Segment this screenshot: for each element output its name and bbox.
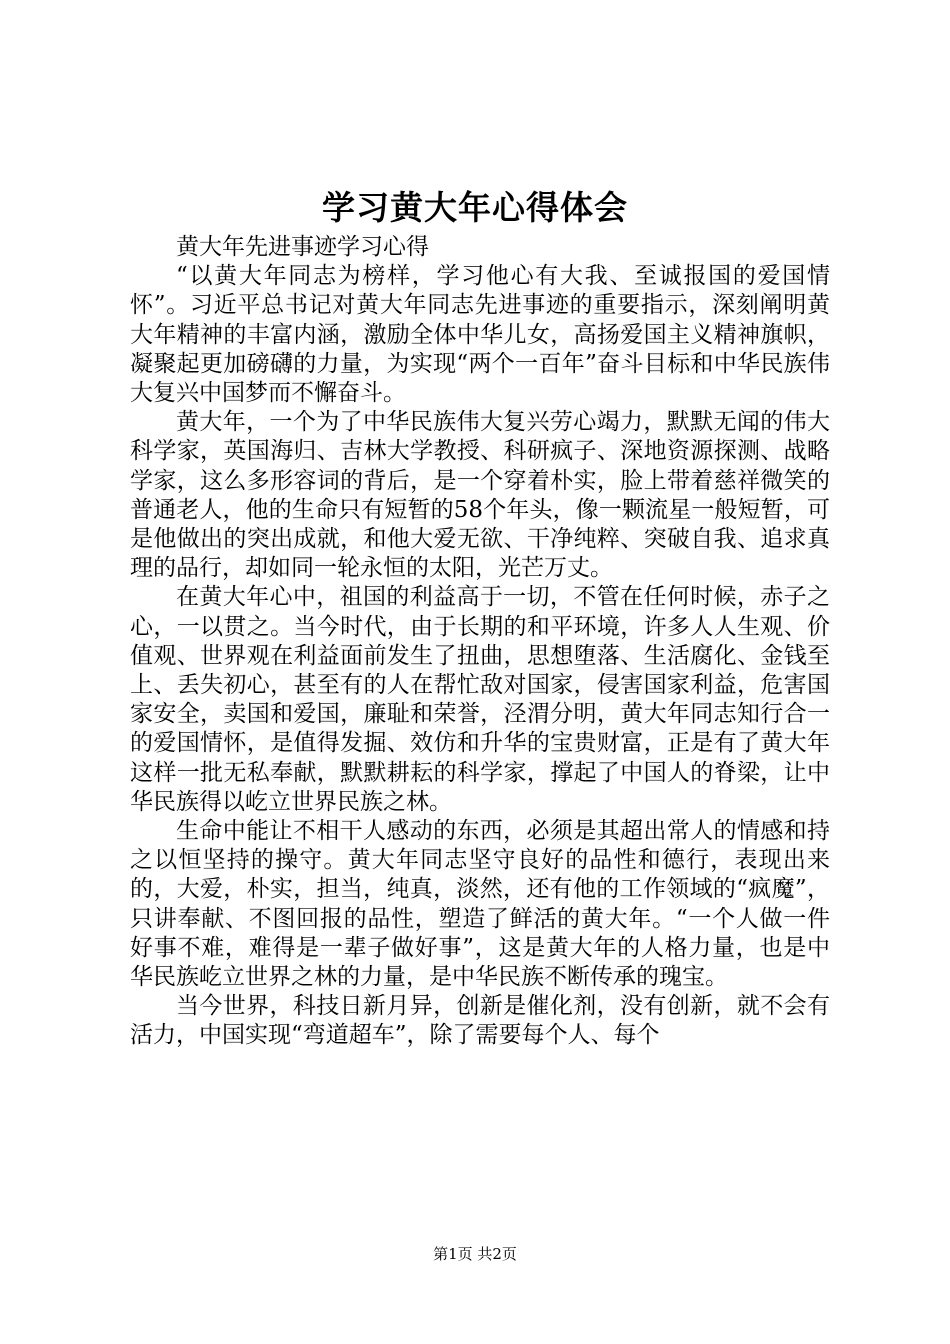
paragraph: 生命中能让不相干人感动的东西，必须是其超出常人的情感和持之以恒坚持的操守。黄大年同志坚守良好的品性和德行，表现出来的，大爱，朴实，担当，纯真，淡然，还有他的工作领域的“疯魔”，只讲奉献、不图回报的品性，塑造了鲜活的黄大年。“一个人做一件好事不难，难得是一辈子做好事”，这是黄大年的人格力量，也是中华民族屹立世界之林的力量，是中华民族不断传承的瑰宝。 xyxy=(130,818,830,991)
document-subtitle: 黄大年先进事迹学习心得 xyxy=(176,234,429,260)
page-number-footer: 第1页 共2页 xyxy=(433,1245,517,1263)
document-body xyxy=(130,233,830,1051)
page-title: 学习黄大年心得体会 xyxy=(322,188,628,227)
paragraph: “以黄大年同志为榜样，学习他心有大我、至诚报国的爱国情怀”。习近平总书记对黄大年同志先进事迹的重要指示，深刻阐明黄大年精神的丰富内涵，激励全体中华儿女，高扬爱国主义精神旗帜，凝聚起更加磅礴的力量，为实现“两个一百年”奋斗目标和中华民族伟大复兴中国梦而不懈奋斗。 xyxy=(130,263,830,407)
paragraph: 在黄大年心中，祖国的利益高于一切，不管在任何时候，赤子之心，一以贯之。当今时代，由于长期的和平环境，许多人人生观、价值观、世界观在利益面前发生了扭曲，思想堕落、生活腐化、金钱至上、丢失初心，甚至有的人在帮忙敌对国家，侵害国家利益，危害国家安全，卖国和爱国，廉耻和荣誉，泾渭分明，黄大年同志知行合一的爱国情怀，是值得发掘、效仿和升华的宝贵财富，正是有了黄大年这样一批无私奉献，默默耕耘的科学家，撑起了中国人的脊梁，让中华民族得以屹立世界民族之林。 xyxy=(130,584,830,815)
paragraph: 当今世界，科技日新月异，创新是催化剂，没有创新，就不会有活力，中国实现“弯道超车”，除了需要每个人、每个 xyxy=(130,993,830,1049)
paragraph: 黄大年，一个为了中华民族伟大复兴劳心竭力，默默无闻的伟大科学家，英国海归、吉林大学教授、科研疯子、深地资源探测、战略学家，这么多形容词的背后，是一个穿着朴实，脸上带着慈祥微笑的普通老人，他的生命只有短暂的58个年头，像一颗流星一般短暂，可是他做出的突出成就，和他大爱无欲、干净纯粹、突破自我、追求真理的品行，却如同一轮永恒的太阳，光芒万丈。 xyxy=(130,409,830,582)
